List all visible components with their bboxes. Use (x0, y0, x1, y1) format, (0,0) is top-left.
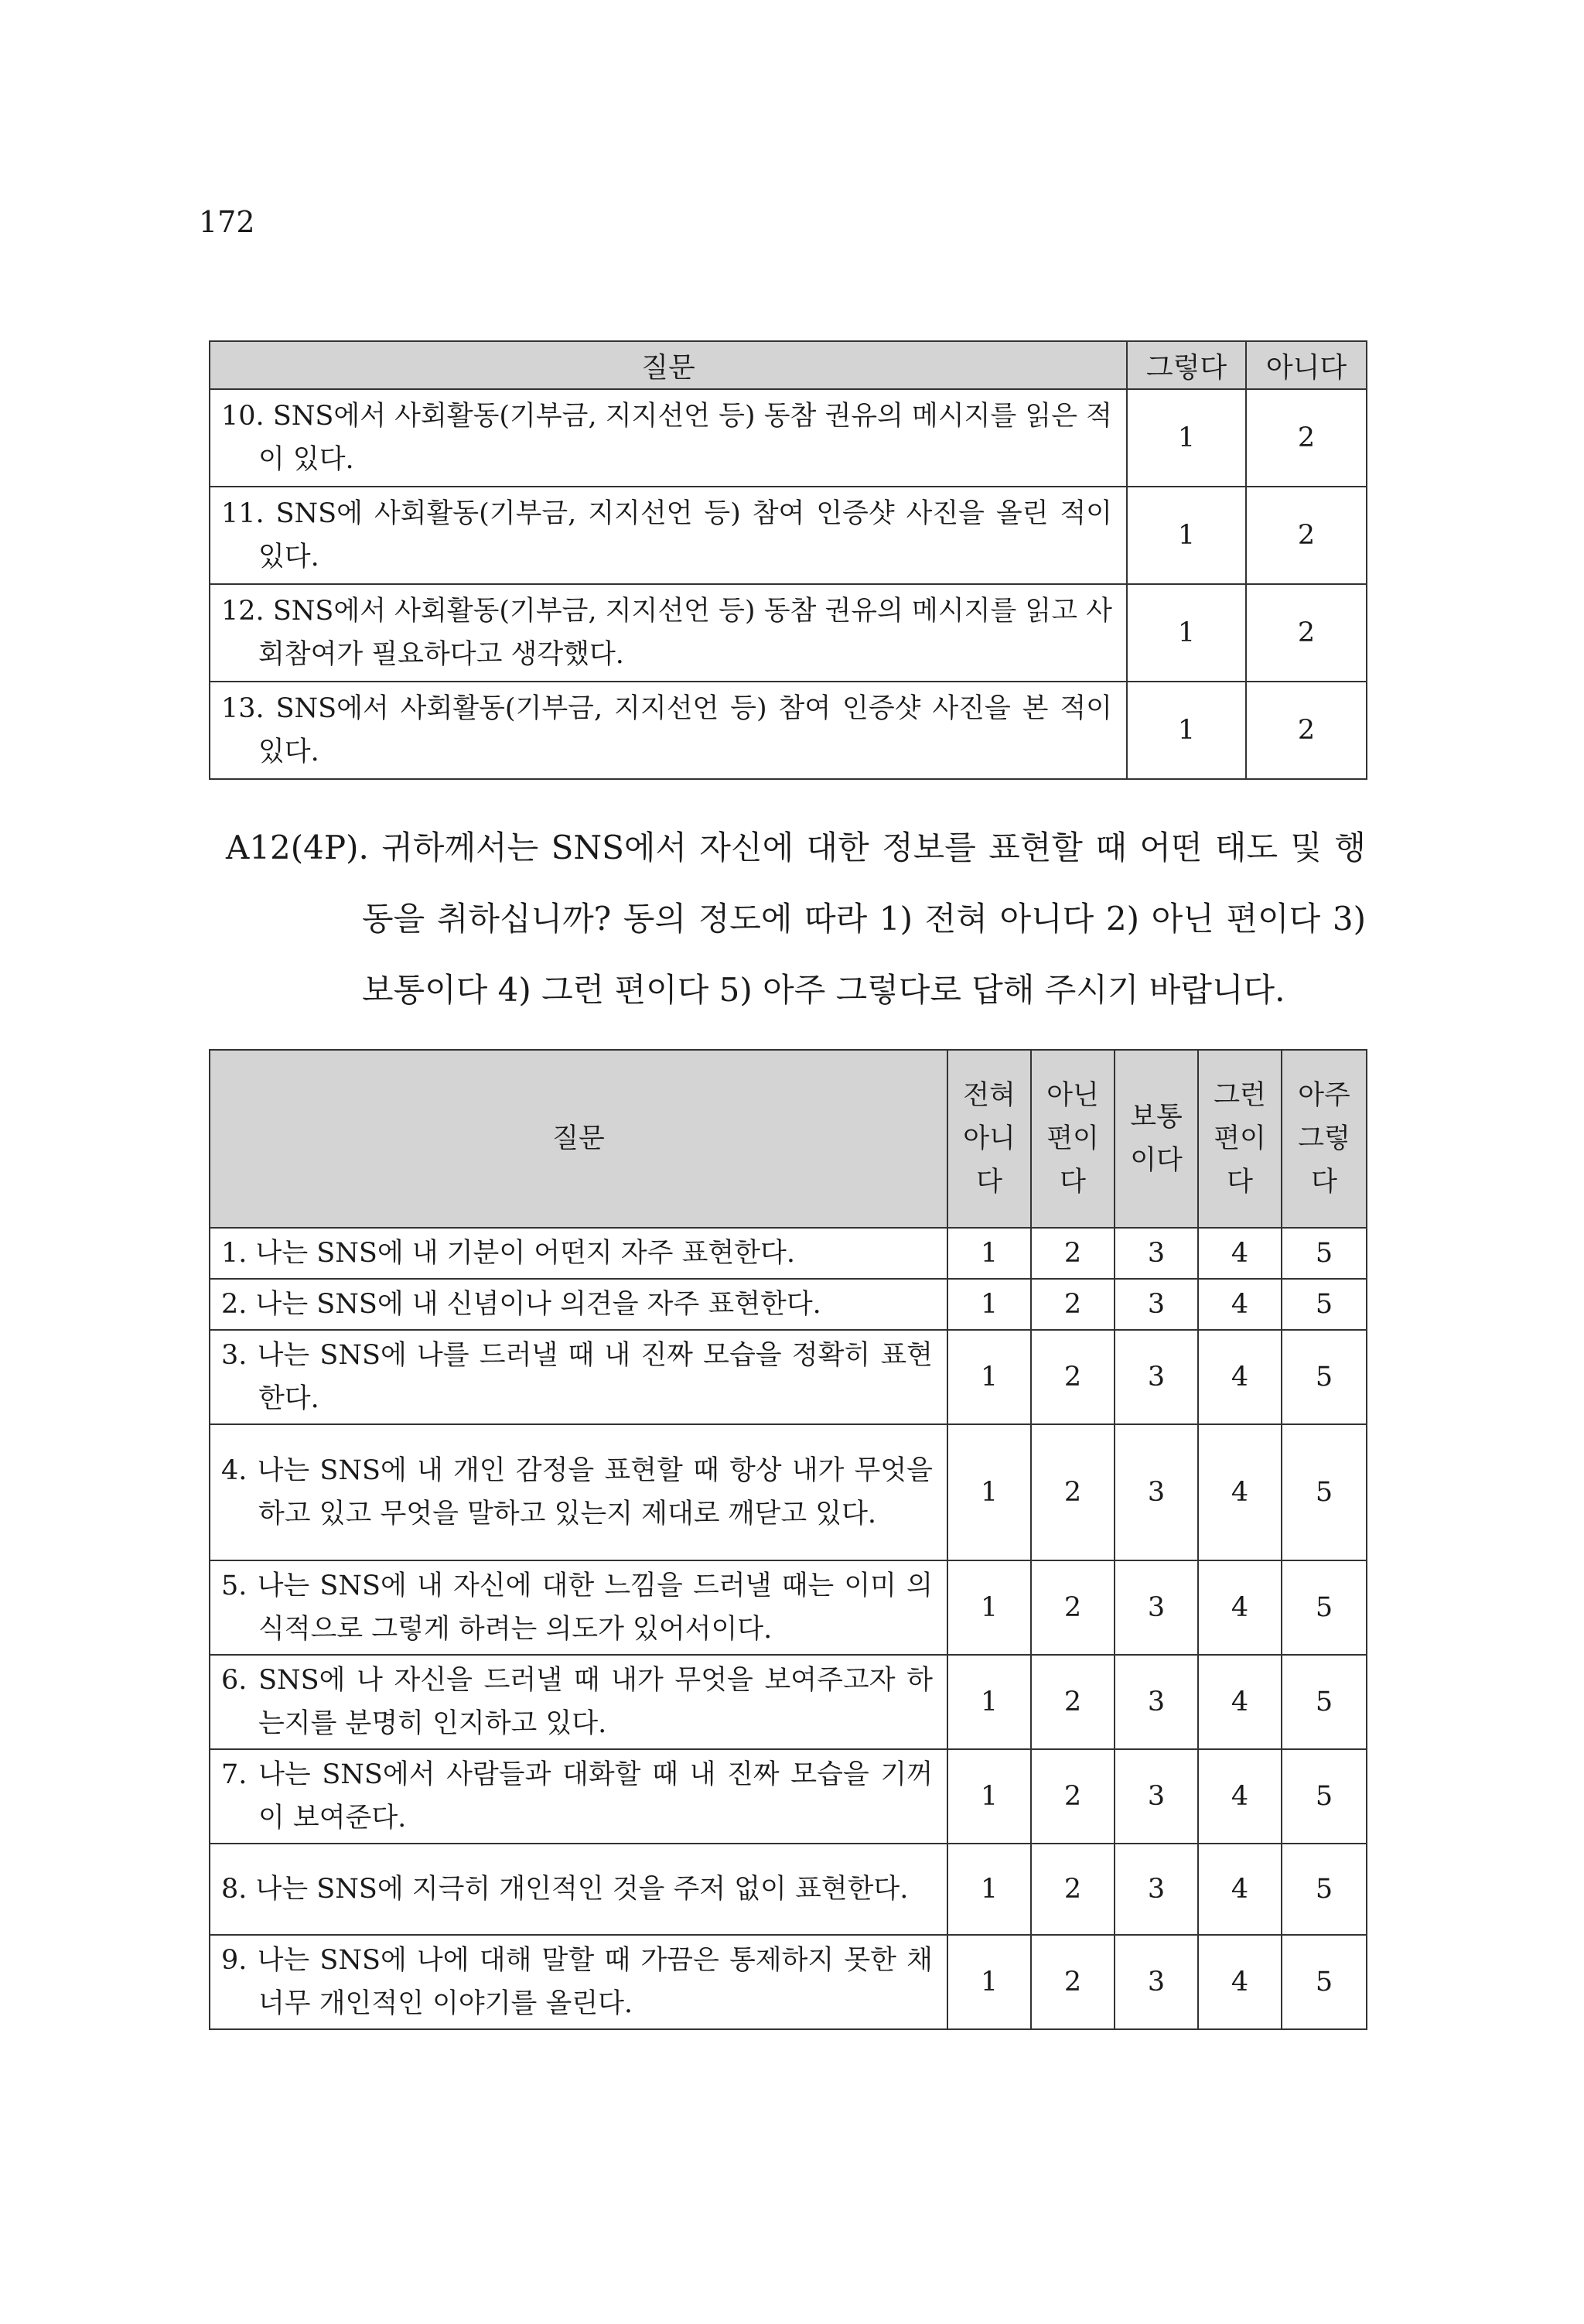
answer-no-value: 2 (1246, 682, 1367, 779)
question-cell (210, 1560, 947, 1655)
scale-value-2: 2 (1031, 1560, 1115, 1655)
question-text: 나는 SNS에 지극히 개인적인 것을 주저 없이 표현한다. (255, 1874, 909, 1905)
scale-value-2: 2 (1031, 1228, 1115, 1279)
table-header-row (210, 341, 1367, 389)
answer-yes-value: 1 (1127, 584, 1246, 682)
scale-value-5: 5 (1282, 1424, 1367, 1560)
table-row (210, 1279, 1367, 1330)
table-row (210, 1228, 1367, 1279)
scale-value-1: 1 (947, 1424, 1031, 1560)
scale-value-1: 1 (947, 1749, 1031, 1844)
scale-value-5: 5 (1282, 1844, 1367, 1935)
question-text: 나는 SNS에 내 개인 감정을 표현할 때 항상 내가 무엇을 하고 있고 무엇을 말하고 있는지 제대로 깨닫고 있다. (257, 1455, 933, 1529)
page-number: 172 (199, 205, 255, 239)
scale-value-1: 1 (947, 1330, 1031, 1424)
question-number: 13. (221, 693, 265, 724)
scale-value-2: 2 (1031, 1844, 1115, 1935)
header-no: 아니다 (1246, 341, 1367, 389)
header-yes: 그렇다 (1127, 341, 1246, 389)
scale-value-4: 4 (1198, 1935, 1282, 2029)
scale-value-2: 2 (1031, 1330, 1115, 1424)
scale-value-2: 2 (1031, 1655, 1115, 1749)
header-question: 질문 (210, 341, 1127, 389)
instruction-text: 귀하께서는 SNS에서 자신에 대한 정보를 표현할 때 어떤 태도 및 행동을 취하십니까? 동의 정도에 따라 1) 전혀 아니다 2) 아닌 편이다 3) 보통이다 4) 그런 편이다 5) 아주 그렇다로 답해 주시기 바랍니다. (362, 829, 1366, 1009)
question-number: 11. (221, 498, 265, 529)
answer-yes-value: 1 (1127, 389, 1246, 487)
table-row (210, 1655, 1367, 1749)
table-row (210, 1844, 1367, 1935)
scale-value-5: 5 (1282, 1749, 1367, 1844)
question-cell (210, 682, 1127, 779)
question-number: 4. (221, 1455, 248, 1486)
survey-table-sns-self-expression (209, 1049, 1367, 2030)
scale-value-3: 3 (1115, 1228, 1198, 1279)
question-cell (210, 1935, 947, 2029)
question-number: 12. (221, 596, 265, 627)
scale-value-1: 1 (947, 1844, 1031, 1935)
question-number: 10. (221, 401, 265, 432)
scale-value-1: 1 (947, 1560, 1031, 1655)
scale-value-3: 3 (1115, 1424, 1198, 1560)
scale-value-3: 3 (1115, 1935, 1198, 2029)
scale-value-1: 1 (947, 1228, 1031, 1279)
answer-no-value: 2 (1246, 584, 1367, 682)
question-number: 2. (221, 1289, 248, 1320)
question-number: 6. (221, 1665, 248, 1696)
question-cell (210, 1424, 947, 1560)
question-cell (210, 1279, 947, 1330)
question-text: SNS에서 사회활동(기부금, 지지선언 등) 동참 권유의 메시지를 읽고 사회참여가 필요하다고 생각했다. (258, 596, 1112, 670)
answer-no-value: 2 (1246, 389, 1367, 487)
scale-value-4: 4 (1198, 1844, 1282, 1935)
scale-value-2: 2 (1031, 1749, 1115, 1844)
scale-value-5: 5 (1282, 1228, 1367, 1279)
scale-value-4: 4 (1198, 1228, 1282, 1279)
scale-value-5: 5 (1282, 1560, 1367, 1655)
scale-value-3: 3 (1115, 1844, 1198, 1935)
header-question: 질문 (210, 1050, 947, 1228)
scale-value-3: 3 (1115, 1279, 1198, 1330)
scale-value-4: 4 (1198, 1330, 1282, 1424)
scale-value-4: 4 (1198, 1749, 1282, 1844)
scale-value-3: 3 (1115, 1560, 1198, 1655)
scale-value-4: 4 (1198, 1560, 1282, 1655)
table-row (210, 487, 1367, 584)
scale-value-3: 3 (1115, 1655, 1198, 1749)
scale-value-4: 4 (1198, 1655, 1282, 1749)
question-cell (210, 1749, 947, 1844)
table-row (210, 1749, 1367, 1844)
question-code: A12(4P). (226, 829, 369, 866)
answer-yes-value: 1 (1127, 487, 1246, 584)
question-text: SNS에 사회활동(기부금, 지지선언 등) 참여 인증샷 사진을 올린 적이 있다. (258, 498, 1112, 572)
question-cell (210, 584, 1127, 682)
question-cell (210, 1844, 947, 1935)
question-cell (210, 487, 1127, 584)
question-cell (210, 1228, 947, 1279)
question-text: SNS에서 사회활동(기부금, 지지선언 등) 동참 권유의 메시지를 읽은 적이 있다. (258, 401, 1112, 475)
survey-table-sns-social-activity (209, 340, 1367, 780)
scale-value-2: 2 (1031, 1279, 1115, 1330)
question-text: 나는 SNS에 내 신념이나 의견을 자주 표현한다. (255, 1289, 821, 1320)
question-text: 나는 SNS에 내 기분이 어떤지 자주 표현한다. (255, 1238, 795, 1269)
question-cell (210, 1655, 947, 1749)
question-number: 5. (221, 1570, 248, 1601)
table-row (210, 1424, 1367, 1560)
scale-value-3: 3 (1115, 1749, 1198, 1844)
scale-value-3: 3 (1115, 1330, 1198, 1424)
header-neutral: 보통이다 (1115, 1050, 1198, 1228)
header-disagree: 아닌편이다 (1031, 1050, 1115, 1228)
question-text: 나는 SNS에 내 자신에 대한 느낌을 드러낼 때는 이미 의식적으로 그렇게 하려는 의도가 있어서이다. (257, 1570, 933, 1645)
question-cell (210, 389, 1127, 487)
question-cell (210, 1330, 947, 1424)
question-text: SNS에 나 자신을 드러낼 때 내가 무엇을 보여주고자 하는지를 분명히 인지하고 있다. (258, 1665, 933, 1739)
question-text: 나는 SNS에 나에 대해 말할 때 가끔은 통제하지 못한 채 너무 개인적인 이야기를 올린다. (257, 1945, 933, 2019)
scale-value-5: 5 (1282, 1655, 1367, 1749)
table-header-row (210, 1050, 1367, 1228)
question-text: 나는 SNS에 나를 드러낼 때 내 진짜 모습을 정확히 표현한다. (257, 1340, 933, 1414)
answer-yes-value: 1 (1127, 682, 1246, 779)
table-row (210, 584, 1367, 682)
scale-value-1: 1 (947, 1279, 1031, 1330)
header-strongly-agree: 아주그렇다 (1282, 1050, 1367, 1228)
question-text: SNS에서 사회활동(기부금, 지지선언 등) 참여 인증샷 사진을 본 적이 있다. (258, 693, 1112, 767)
header-strongly-disagree: 전혀아니다 (947, 1050, 1031, 1228)
question-number: 7. (221, 1759, 248, 1790)
question-number: 9. (221, 1945, 248, 1976)
scale-value-5: 5 (1282, 1330, 1367, 1424)
scale-value-5: 5 (1282, 1935, 1367, 2029)
header-agree: 그런편이다 (1198, 1050, 1282, 1228)
question-number: 8. (221, 1874, 248, 1905)
scale-value-1: 1 (947, 1655, 1031, 1749)
scale-value-2: 2 (1031, 1935, 1115, 2029)
table-row (210, 1560, 1367, 1655)
table-row (210, 1935, 1367, 2029)
scale-value-1: 1 (947, 1935, 1031, 2029)
scale-value-4: 4 (1198, 1279, 1282, 1330)
scale-value-2: 2 (1031, 1424, 1115, 1560)
question-number: 3. (221, 1340, 248, 1371)
instruction-paragraph (226, 812, 1366, 1026)
scale-value-4: 4 (1198, 1424, 1282, 1560)
question-text: 나는 SNS에서 사람들과 대화할 때 내 진짜 모습을 기꺼이 보여준다. (258, 1759, 933, 1834)
table-row (210, 1330, 1367, 1424)
scale-value-5: 5 (1282, 1279, 1367, 1330)
table-row (210, 389, 1367, 487)
table-row (210, 682, 1367, 779)
question-number: 1. (221, 1238, 248, 1269)
answer-no-value: 2 (1246, 487, 1367, 584)
